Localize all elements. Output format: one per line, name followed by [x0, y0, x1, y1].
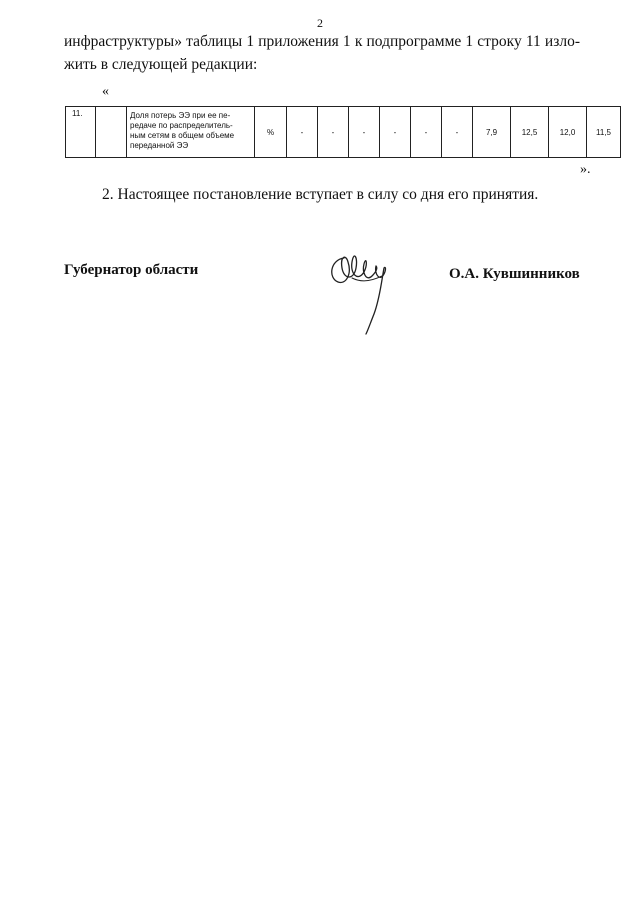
row-number-cell: 11.: [66, 107, 96, 158]
value-cell: 7,9: [473, 107, 511, 158]
paragraph-2: 2. Настоящее постановление вступает в силу со дня его принятия.: [102, 186, 539, 203]
handwritten-signature: [322, 238, 392, 338]
description-cell: [127, 107, 255, 158]
intro-paragraph: [64, 30, 580, 76]
value-cell: -: [349, 107, 380, 158]
description-line: переданной ЭЭ: [130, 141, 189, 150]
empty-cell: [96, 107, 127, 158]
value-cell: -: [442, 107, 473, 158]
description-line: Доля потерь ЭЭ при ее пе-: [130, 111, 231, 120]
page-number: 2: [317, 16, 323, 30]
value-cell: 12,5: [511, 107, 549, 158]
open-quote: «: [102, 84, 109, 99]
table-row-11: [65, 106, 621, 158]
value-cell: 12,0: [549, 107, 587, 158]
value-cell: -: [411, 107, 442, 158]
intro-line-1: инфраструктуры» таблицы 1 приложения 1 к подпрограмме 1 строку 11 изло-: [64, 33, 580, 50]
signatory-title: Губернатор области: [64, 262, 199, 278]
value-cell: -: [380, 107, 411, 158]
description-line: ным сетям в общем объеме: [130, 131, 235, 140]
value-cell: -: [287, 107, 318, 158]
signatory-name: О.А. Кувшинников: [449, 266, 580, 282]
unit-cell: %: [255, 107, 287, 158]
description-line: редаче по распределитель-: [130, 121, 233, 130]
intro-line-2: жить в следующей редакции:: [64, 56, 258, 73]
value-cell: -: [318, 107, 349, 158]
value-cell: 11,5: [587, 107, 621, 158]
close-quote: ».: [580, 162, 591, 177]
